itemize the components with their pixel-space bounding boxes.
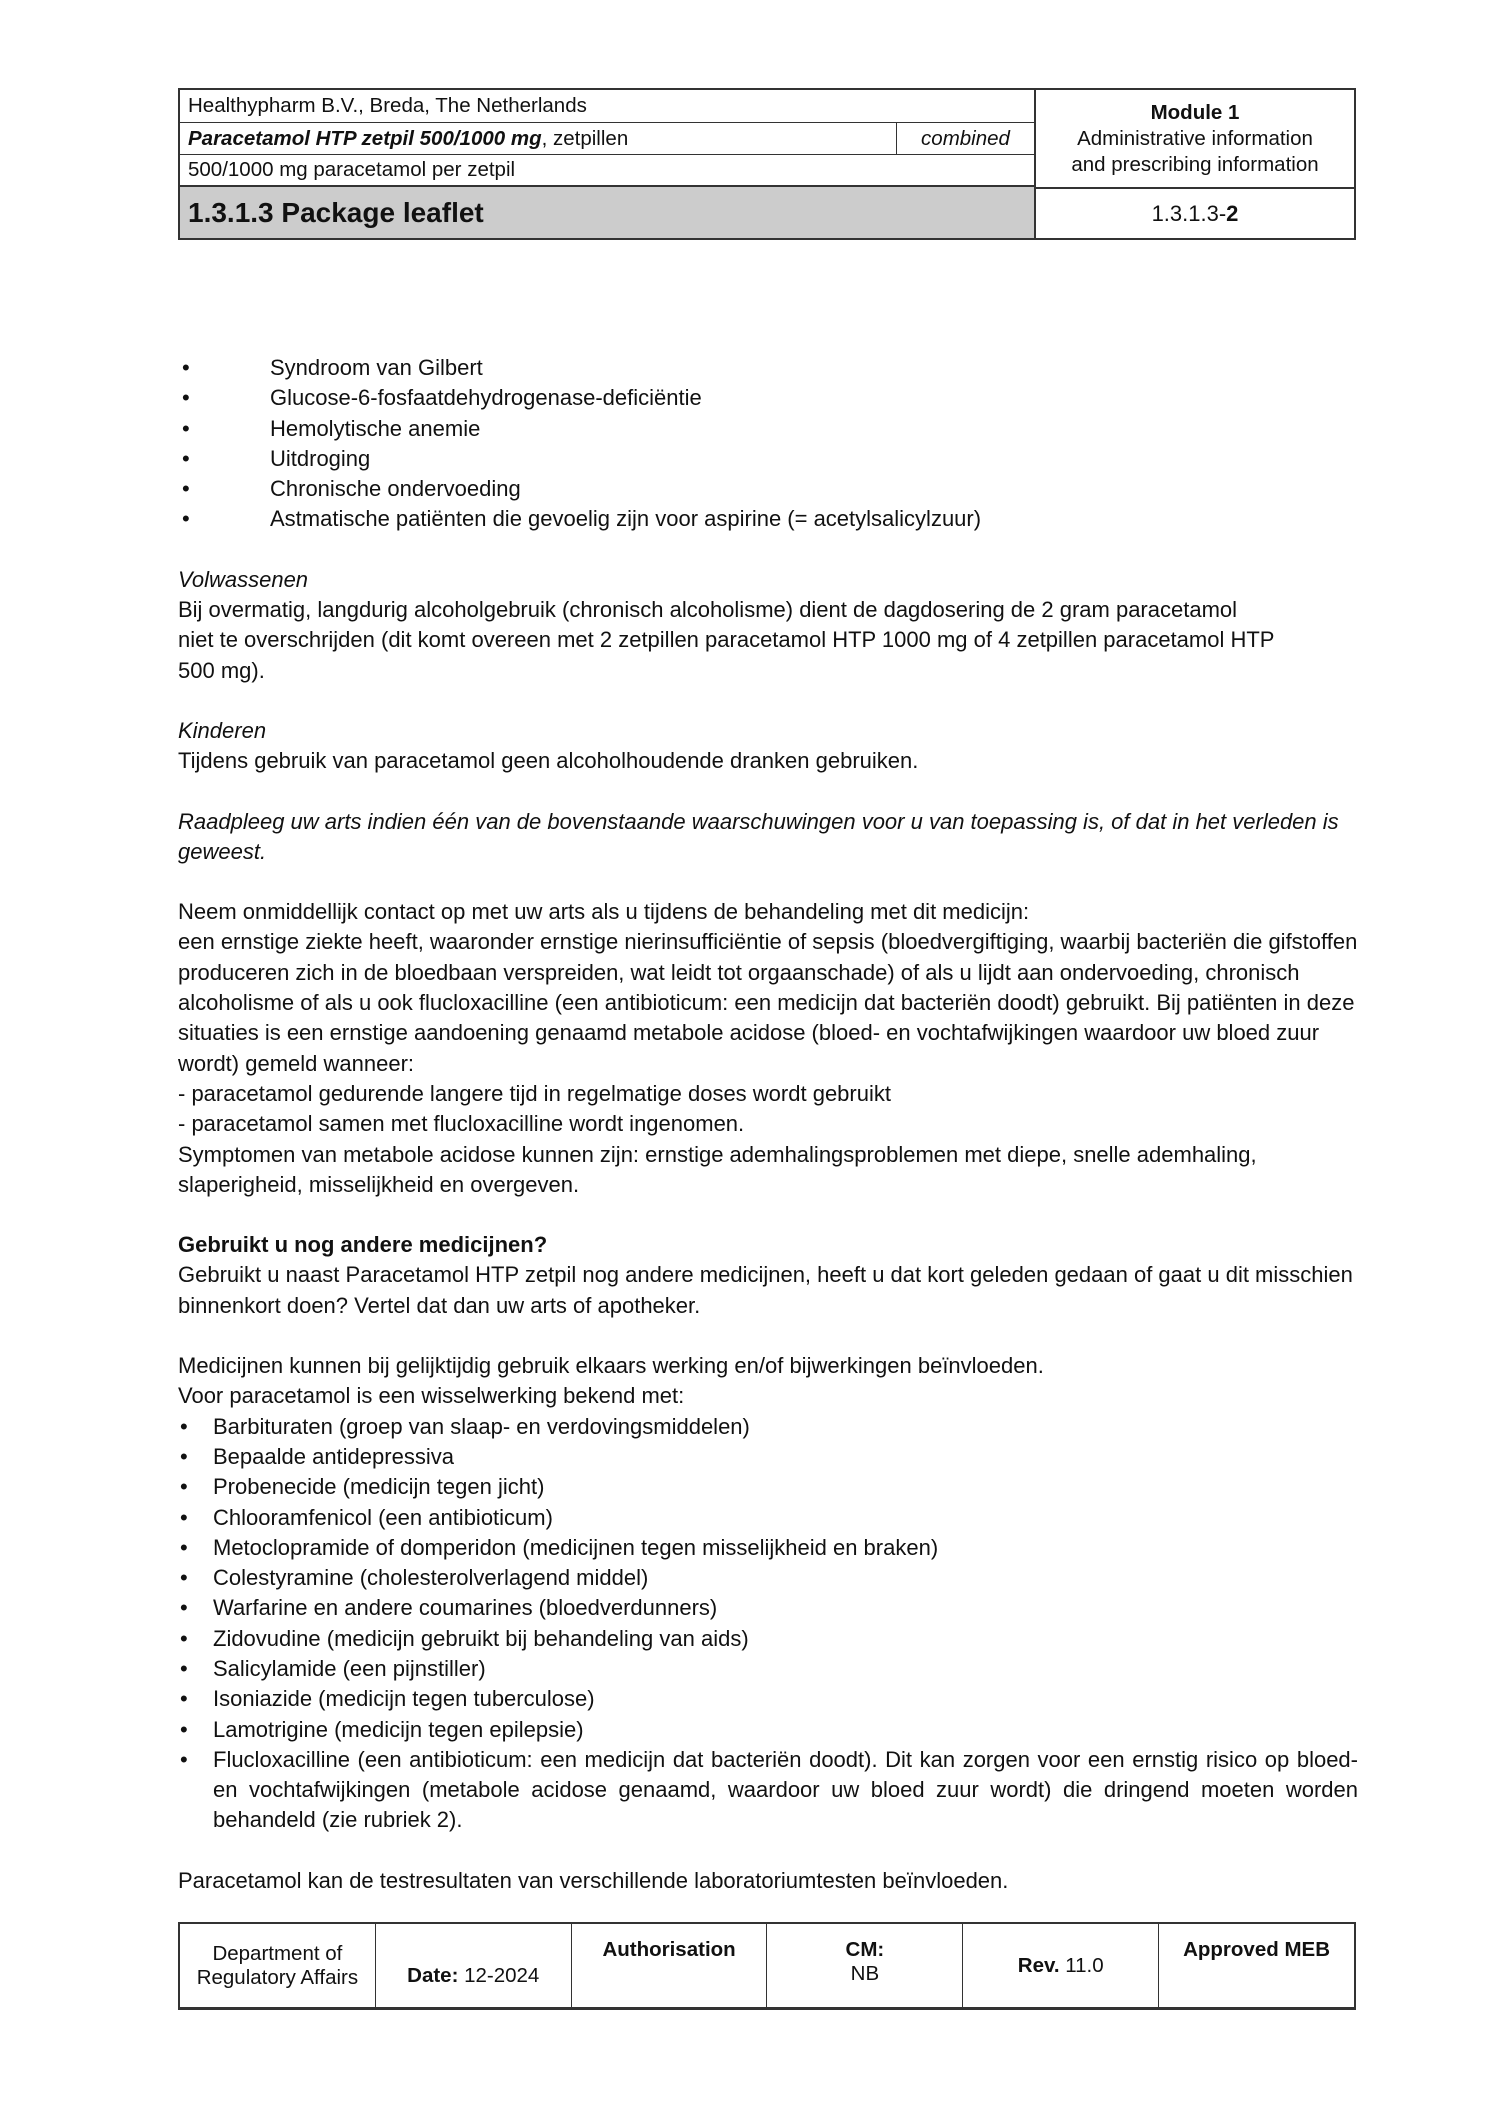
- dash-item: - paracetamol gedurende langere tijd in regelmatige doses wordt gebruikt: [178, 1080, 891, 1106]
- list-item: • Warfarine en andere coumarines (bloedverdunners): [178, 1593, 1358, 1623]
- children-text: Tijdens gebruik van paracetamol geen alcoholhoudende dranken gebruiken.: [178, 748, 919, 774]
- section-title: 1.3.1.3 Package leaflet: [188, 196, 484, 228]
- module-line-2: and prescribing information: [1071, 152, 1319, 176]
- module-info: [1036, 90, 1354, 189]
- document-footer-table: [178, 1922, 1356, 2010]
- contact-intro: Neem onmiddellijk contact op met uw arts als u tijdens de behandeling met dit medicijn:: [178, 899, 1030, 925]
- list-item: • Isoniazide (medicijn tegen tuberculose): [178, 1684, 1358, 1714]
- interaction-intro-2: Voor paracetamol is een wisselwerking bekend met:: [178, 1383, 685, 1409]
- list-item: • Lamotrigine (medicijn tegen epilepsie): [178, 1715, 1358, 1745]
- list-item: • Chronische ondervoeding: [178, 474, 1358, 504]
- list-item: • Bepaalde antidepressiva: [178, 1442, 1358, 1472]
- list-item: • Zidovudine (medicijn gebruikt bij behandeling van aids): [178, 1624, 1358, 1654]
- list-item: • Probenecide (medicijn tegen jicht): [178, 1472, 1358, 1502]
- list-item: • Astmatische patiënten die gevoelig zijn voor aspirine (= acetylsalicylzuur): [178, 504, 1358, 534]
- authorisation-cell: Authorisation: [572, 1924, 768, 2007]
- lab-test-text: Paracetamol kan de testresultaten van verschillende laboratoriumtesten beïnvloeden.: [178, 1867, 1009, 1893]
- consult-text: Raadpleeg uw arts indien één van de bovenstaande waarschuwingen voor u van toepassing is, of dat in het verleden is geweest.: [178, 808, 1339, 864]
- list-item: • Barbituraten (groep van slaap- en verdovingsmiddelen): [178, 1412, 1358, 1442]
- module-line-1: Administrative information: [1077, 126, 1313, 150]
- adults-text: Bij overmatig, langdurig alcoholgebruik (chronisch alcoholisme) dient de dagdosering de 2 gram paracetamol niet te overschrijden (dit komt overeen met 2 zetpillen paracetamol HTP 1000 mg of 4 zetpillen paracetamol HTP 500 mg).: [178, 597, 1275, 683]
- list-item: • Colestyramine (cholesterolverlagend middel): [178, 1563, 1358, 1593]
- symptoms-text: Symptomen van metabole acidose kunnen zijn: ernstige ademhalingsproblemen met diepe, snelle ademhaling, slaperigheid, misselijkheid en overgeven.: [178, 1141, 1257, 1197]
- cm-cell: CM: NB: [767, 1924, 963, 2007]
- document-header-table: [178, 88, 1356, 240]
- module-title: Module 1: [1150, 100, 1240, 124]
- contact-text: een ernstige ziekte heeft, waaronder ernstige nierinsufficiëntie of sepsis (bloedvergiftiging, waarbij bacteriën die gifstoffen produceren zich in de bloedbaan verspreiden, wat leidt tot orgaanschade) of als u lijdt aan ondervoeding, chronisch alcoholisme of als u ook flucloxacilline (een antibioticum: een medicijn dat bacteriën doodt) gebruikt. Bij patiënten in deze situaties is een ernstige aandoening genaamd metabole acidose (bloed- en vochtafwijkingen waardoor uw bloed zuur wordt) gemeld wanneer:: [178, 929, 1358, 1076]
- page-number: 1.3.1.3- 2: [1151, 200, 1239, 226]
- list-item: • Glucose-6-fosfaatdehydrogenase-deficiëntie: [178, 383, 1358, 413]
- interaction-intro: Medicijnen kunnen bij gelijktijdig gebruik elkaars werking en/of bijwerkingen beïnvloeden.: [178, 1353, 1044, 1379]
- list-item: • Chlooramfenicol (een antibioticum): [178, 1503, 1358, 1533]
- product-name: Paracetamol HTP zetpil 500/1000 mg, zetpillen: [188, 126, 629, 150]
- combined-label: combined: [921, 126, 1010, 150]
- company-name: Healthypharm B.V., Breda, The Netherlands: [188, 94, 587, 117]
- department-cell: Department of Regulatory Affairs: [180, 1924, 376, 2007]
- list-item: • Flucloxacilline (een antibioticum: een medicijn dat bacteriën doodt). Dit kan zorgen voor een ernstig risico op bloed- en vochtafwijkingen (metabole acidose genaamd, waardoor uw bloed zuur wordt) die dringend moeten worden behandeld (zie rubriek 2).: [178, 1745, 1358, 1836]
- adults-heading: Volwassenen: [178, 566, 309, 592]
- header-right: [1036, 90, 1354, 238]
- header-left: [180, 90, 1036, 238]
- other-medicines-text: Gebruikt u naast Paracetamol HTP zetpil nog andere medicijnen, heeft u dat kort geleden gedaan of gaat u dit misschien binnenkort doen? Vertel dat dan uw arts of apotheker.: [178, 1262, 1353, 1318]
- revision-cell: Rev. 11.0: [963, 1924, 1159, 2007]
- leaflet-content: [178, 353, 1358, 1896]
- list-item: • Salicylamide (een pijnstiller): [178, 1654, 1358, 1684]
- strength-text: 500/1000 mg paracetamol per zetpil: [188, 158, 516, 181]
- list-item: • Uitdroging: [178, 444, 1358, 474]
- interactions-list: [178, 1412, 1358, 1836]
- dash-item: - paracetamol samen met flucloxacilline wordt ingenomen.: [178, 1111, 745, 1137]
- children-heading: Kinderen: [178, 717, 267, 743]
- list-item: • Syndroom van Gilbert: [178, 353, 1358, 383]
- date-cell: Date: 12-2024: [376, 1924, 572, 2007]
- list-item: • Metoclopramide of domperidon (medicijnen tegen misselijkheid en braken): [178, 1533, 1358, 1563]
- list-item: • Hemolytische anemie: [178, 414, 1358, 444]
- approved-cell: Approved MEB: [1183, 1938, 1331, 1961]
- other-medicines-heading: Gebruikt u nog andere medicijnen?: [178, 1232, 548, 1258]
- conditions-list: [178, 353, 1358, 535]
